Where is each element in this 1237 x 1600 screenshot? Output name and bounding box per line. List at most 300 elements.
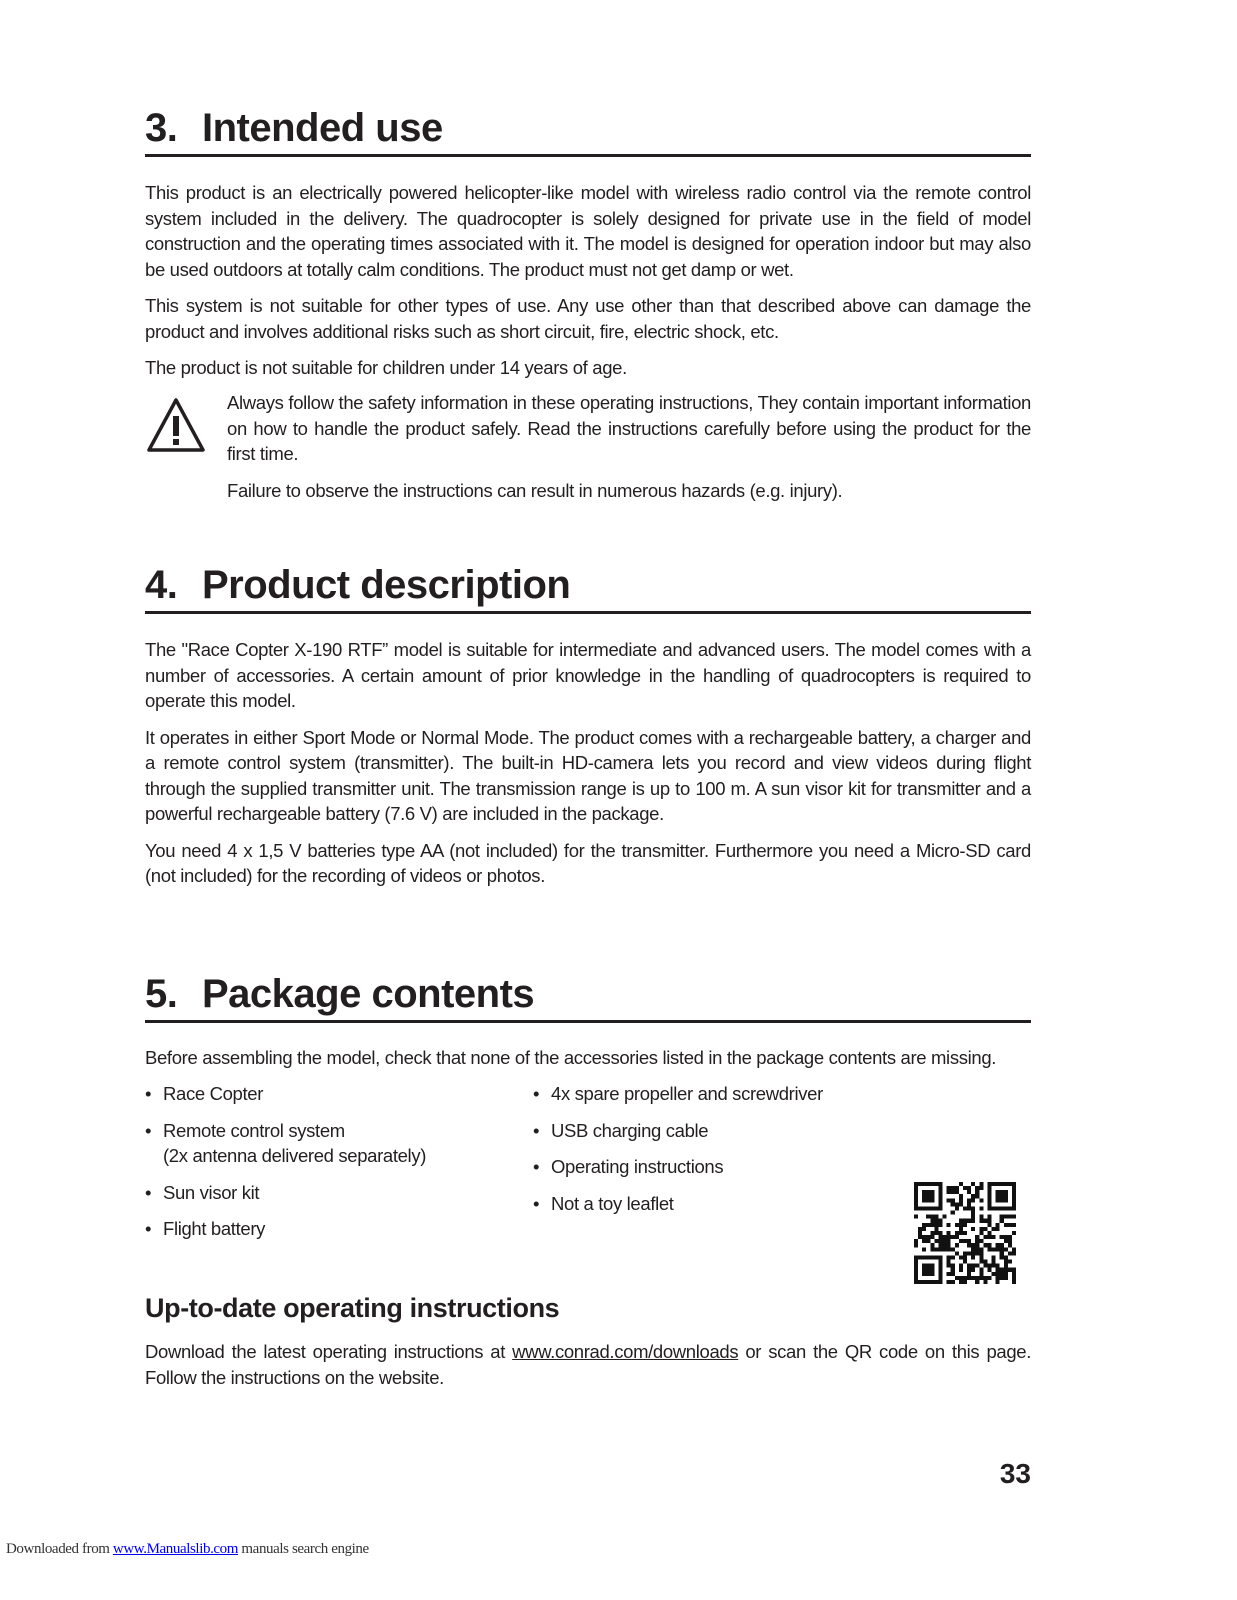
list-item-text: Sun visor kit: [163, 1181, 260, 1203]
qr-module: [934, 1215, 938, 1219]
paragraph: The product is not suitable for children under 14 years of age.: [145, 357, 627, 378]
qr-module: [987, 1247, 991, 1251]
qr-module: [947, 1260, 951, 1264]
qr-module: [930, 1247, 934, 1251]
qr-module: [975, 1251, 979, 1255]
qr-module: [959, 1276, 963, 1280]
qr-module: [938, 1223, 942, 1227]
qr-module: [971, 1268, 975, 1272]
qr-module: [951, 1186, 955, 1190]
list-item: [145, 1118, 515, 1169]
qr-module: [1008, 1182, 1012, 1186]
qr-module: [938, 1280, 942, 1284]
qr-code[interactable]: [914, 1181, 1016, 1285]
qr-module: [967, 1268, 971, 1272]
qr-module: [926, 1280, 930, 1284]
qr-module: [987, 1264, 991, 1268]
qr-module: [971, 1227, 975, 1231]
qr-module: [922, 1272, 926, 1276]
qr-module: [975, 1276, 979, 1280]
qr-module: [938, 1264, 942, 1268]
qr-module: [971, 1255, 975, 1259]
section-title: Product description: [202, 563, 571, 607]
list-item-text: Operating instructions: [551, 1156, 724, 1177]
qr-module: [951, 1264, 955, 1268]
warning-paragraph: Failure to observe the instructions can result in numerous hazards (e.g. injury).: [227, 479, 843, 501]
qr-module: [992, 1182, 996, 1186]
qr-module: [979, 1247, 983, 1251]
list-item-text: Not a toy leaflet: [551, 1192, 674, 1214]
qr-module: [987, 1243, 991, 1247]
qr-module: [1012, 1251, 1016, 1255]
qr-module: [947, 1272, 951, 1276]
qr-module: [975, 1235, 979, 1239]
paragraph: The "Race Copter X-190 RTF” model is suitable for intermediate and advanced users. The model comes with a number of accessories. A certain amount of prior knowledge in the handling of quadrocopters is required to operate this model.: [145, 639, 1031, 711]
section-title: Intended use: [202, 106, 443, 150]
uptodate-text-after: or scan the QR code on this page. Follow the instructions on the website.: [145, 1341, 1031, 1388]
qr-module: [971, 1264, 975, 1268]
qr-module: [918, 1227, 922, 1231]
qr-module: [926, 1255, 930, 1259]
paragraph: This system is not suitable for other types of use. Any use other than that described above can damage the product and involves additional risks such as short circuit, fire, electric shock, etc.: [145, 295, 1031, 342]
qr-module: [930, 1231, 934, 1235]
qr-module: [914, 1198, 918, 1202]
qr-module: [975, 1194, 979, 1198]
product-description-body: [145, 637, 1031, 900]
qr-module: [930, 1272, 934, 1276]
qr-module: [963, 1276, 967, 1280]
qr-module: [963, 1260, 967, 1264]
qr-module: [938, 1243, 942, 1247]
section-heading-intended-use: [145, 104, 1031, 157]
qr-module: [947, 1190, 951, 1194]
qr-module: [987, 1235, 991, 1239]
qr-module: [914, 1264, 918, 1268]
qr-module: [947, 1264, 951, 1268]
qr-module: [922, 1198, 926, 1202]
qr-module: [983, 1276, 987, 1280]
paragraph: Before assembling the model, check that none of the accessories listed in the package contents are missing.: [145, 1047, 997, 1068]
qr-module: [1012, 1190, 1016, 1194]
qr-module: [955, 1243, 959, 1247]
qr-module: [996, 1264, 1000, 1268]
qr-module: [930, 1280, 934, 1284]
qr-module: [1012, 1206, 1016, 1210]
qr-module: [959, 1280, 963, 1284]
qr-module: [967, 1219, 971, 1223]
bullet: •: [145, 1181, 152, 1203]
qr-module: [971, 1276, 975, 1280]
qr-module: [1012, 1223, 1016, 1227]
list-item: [533, 1081, 903, 1107]
qr-module: [1008, 1251, 1012, 1255]
qr-module: [938, 1231, 942, 1235]
qr-module: [971, 1243, 975, 1247]
list-item-text: Remote control system: [163, 1119, 345, 1141]
qr-module: [934, 1231, 938, 1235]
section-number: 3.: [145, 106, 178, 150]
qr-module: [1012, 1182, 1016, 1186]
qr-module: [959, 1182, 963, 1186]
qr-module: [1012, 1272, 1016, 1276]
qr-module: [918, 1231, 922, 1235]
qr-module: [934, 1223, 938, 1227]
qr-module: [938, 1239, 942, 1243]
qr-module: [959, 1194, 963, 1198]
qr-module: [967, 1202, 971, 1206]
qr-module: [971, 1198, 975, 1202]
qr-module: [959, 1227, 963, 1231]
qr-module: [934, 1280, 938, 1284]
qr-module: [947, 1255, 951, 1259]
qr-module: [979, 1206, 983, 1210]
bullet: •: [533, 1119, 540, 1141]
qr-module: [922, 1190, 926, 1194]
qr-module: [959, 1223, 963, 1227]
qr-module: [1004, 1260, 1008, 1264]
qr-module: [922, 1255, 926, 1259]
uptodate-body: [145, 1339, 1031, 1401]
qr-module: [955, 1235, 959, 1239]
qr-module: [987, 1206, 991, 1210]
qr-module: [996, 1190, 1000, 1194]
qr-module: [1008, 1239, 1012, 1243]
qr-module: [971, 1211, 975, 1215]
qr-module: [983, 1243, 987, 1247]
downloads-link[interactable]: www.conrad.com/downloads: [512, 1341, 739, 1362]
qr-module: [1004, 1223, 1008, 1227]
qr-module: [930, 1235, 934, 1239]
qr-module: [918, 1206, 922, 1210]
qr-module: [971, 1247, 975, 1251]
qr-module: [922, 1235, 926, 1239]
qr-module: [926, 1268, 930, 1272]
qr-module: [1004, 1206, 1008, 1210]
qr-module: [996, 1280, 1000, 1284]
qr-module: [934, 1206, 938, 1210]
qr-module: [934, 1227, 938, 1231]
qr-module: [922, 1227, 926, 1231]
qr-module: [938, 1268, 942, 1272]
qr-module: [959, 1231, 963, 1235]
qr-module: [1008, 1235, 1012, 1239]
qr-module: [996, 1247, 1000, 1251]
qr-module: [922, 1280, 926, 1284]
qr-module: [979, 1215, 983, 1219]
qr-module: [938, 1194, 942, 1198]
qr-module: [951, 1255, 955, 1259]
qr-module: [934, 1247, 938, 1251]
qr-module: [922, 1206, 926, 1210]
qr-module: [934, 1182, 938, 1186]
qr-module: [1008, 1243, 1012, 1247]
qr-module: [963, 1186, 967, 1190]
qr-module: [959, 1202, 963, 1206]
manualslib-link[interactable]: www.Manualslib.com: [112, 1541, 239, 1557]
qr-module: [947, 1235, 951, 1239]
qr-module: [930, 1206, 934, 1210]
qr-module: [922, 1247, 926, 1251]
qr-module: [926, 1194, 930, 1198]
qr-module: [947, 1223, 951, 1227]
qr-module: [930, 1268, 934, 1272]
qr-module: [967, 1198, 971, 1202]
qr-module: [918, 1280, 922, 1284]
qr-module: [992, 1247, 996, 1251]
qr-module: [979, 1260, 983, 1264]
qr-module: [971, 1215, 975, 1219]
section-number: 4.: [145, 563, 178, 607]
bullet: •: [145, 1218, 152, 1239]
qr-module: [983, 1280, 987, 1284]
uptodate-text-before: Download the latest operating instructions at: [145, 1341, 513, 1362]
qr-module: [914, 1186, 918, 1190]
qr-module: [930, 1243, 934, 1247]
qr-module: [983, 1219, 987, 1223]
qr-module: [943, 1235, 947, 1239]
qr-module: [934, 1255, 938, 1259]
qr-module: [979, 1239, 983, 1243]
qr-module: [987, 1215, 991, 1219]
qr-module: [979, 1198, 983, 1202]
qr-module: [947, 1247, 951, 1251]
qr-module: [987, 1186, 991, 1190]
qr-module: [955, 1206, 959, 1210]
qr-module: [1000, 1182, 1004, 1186]
qr-module: [967, 1239, 971, 1243]
qr-module: [996, 1198, 1000, 1202]
paragraph: [145, 1339, 1031, 1390]
qr-module: [914, 1206, 918, 1210]
qr-module: [926, 1223, 930, 1227]
qr-module: [1008, 1223, 1012, 1227]
qr-module: [979, 1268, 983, 1272]
qr-module: [943, 1247, 947, 1251]
qr-module: [926, 1235, 930, 1239]
qr-module: [947, 1231, 951, 1235]
qr-module: [955, 1186, 959, 1190]
list-item: [145, 1216, 515, 1242]
qr-module: [930, 1264, 934, 1268]
qr-module: [1000, 1272, 1004, 1276]
qr-module: [967, 1264, 971, 1268]
qr-module: [951, 1190, 955, 1194]
qr-module: [1004, 1182, 1008, 1186]
qr-module: [963, 1206, 967, 1210]
paragraph: This product is an electrically powered helicopter-like model with wireless radio control via the remote control system included in the delivery. The quadrocopter is solely designed for private use in the field of model construction and the operating times associated with it. The model is designed for operation indoor but may also be used outdoors at totally calm conditions. The product must not get damp or wet.: [145, 182, 1031, 280]
package-list-right: [533, 1081, 903, 1227]
qr-module: [938, 1206, 942, 1210]
list-item-text: Race Copter: [163, 1083, 264, 1104]
qr-module: [1012, 1247, 1016, 1251]
qr-module: [951, 1198, 955, 1202]
package-contents-intro: [145, 1045, 1031, 1082]
qr-module: [914, 1255, 918, 1259]
list-item: [145, 1081, 515, 1107]
qr-module: [1004, 1198, 1008, 1202]
qr-module: [1012, 1215, 1016, 1219]
qr-module: [926, 1190, 930, 1194]
qr-module: [914, 1215, 918, 1219]
qr-module: [992, 1272, 996, 1276]
qr-module: [975, 1243, 979, 1247]
qr-module: [979, 1255, 983, 1259]
qr-module: [1012, 1186, 1016, 1190]
qr-module: [1000, 1276, 1004, 1280]
warning-paragraph: Always follow the safety information in these operating instructions, They contain important information on how to handle the product safely. Read the instructions carefully before using the product for the first time.: [227, 392, 1031, 464]
qr-module: [914, 1243, 918, 1247]
qr-module: [955, 1223, 959, 1227]
qr-module: [926, 1264, 930, 1268]
qr-module: [992, 1227, 996, 1231]
list-item: [533, 1118, 903, 1144]
qr-module: [938, 1182, 942, 1186]
list-item-note: (2x antenna delivered separately): [163, 1145, 427, 1166]
qr-module: [947, 1280, 951, 1284]
qr-module: [963, 1239, 967, 1243]
qr-module: [971, 1206, 975, 1210]
qr-module: [943, 1239, 947, 1243]
qr-module: [1012, 1276, 1016, 1280]
qr-module: [979, 1227, 983, 1231]
qr-module: [947, 1198, 951, 1202]
qr-module: [922, 1182, 926, 1186]
qr-module: [963, 1223, 967, 1227]
qr-module: [943, 1215, 947, 1219]
qr-module: [947, 1243, 951, 1247]
warning-triangle-icon: [145, 396, 207, 454]
qr-module: [959, 1264, 963, 1268]
qr-module: [926, 1239, 930, 1243]
qr-module: [967, 1276, 971, 1280]
qr-module: [987, 1194, 991, 1198]
qr-module: [1012, 1280, 1016, 1284]
package-list-left: [145, 1081, 515, 1253]
qr-module: [967, 1272, 971, 1276]
qr-module: [959, 1198, 963, 1202]
qr-module: [926, 1182, 930, 1186]
qr-module: [938, 1235, 942, 1239]
qr-module: [983, 1260, 987, 1264]
qr-module: [963, 1255, 967, 1259]
qr-module: [914, 1194, 918, 1198]
bullet: •: [145, 1083, 152, 1104]
qr-module: [930, 1223, 934, 1227]
qr-module: [951, 1235, 955, 1239]
qr-module: [1004, 1194, 1008, 1198]
qr-module: [987, 1202, 991, 1206]
paragraph: You need 4 x 1,5 V batteries type AA (not included) for the transmitter. Furthermore you need a Micro-SD card (not included) for the recording of videos or photos.: [145, 839, 1031, 886]
qr-module: [992, 1206, 996, 1210]
page-number: 33: [999, 1458, 1031, 1489]
qr-module: [1004, 1255, 1008, 1259]
qr-module: [996, 1206, 1000, 1210]
qr-module: [1012, 1202, 1016, 1206]
qr-module: [951, 1247, 955, 1251]
qr-module: [1000, 1190, 1004, 1194]
footer-prefix: Downloaded from: [6, 1541, 113, 1557]
qr-module: [996, 1223, 1000, 1227]
qr-module: [1004, 1276, 1008, 1280]
qr-module: [975, 1264, 979, 1268]
qr-module: [996, 1227, 1000, 1231]
qr-module: [987, 1276, 991, 1280]
bullet: •: [145, 1119, 152, 1141]
qr-module: [914, 1260, 918, 1264]
qr-module: [938, 1186, 942, 1190]
qr-module: [922, 1194, 926, 1198]
qr-module: [963, 1219, 967, 1223]
qr-module: [979, 1251, 983, 1255]
qr-module: [914, 1268, 918, 1272]
qr-module: [934, 1219, 938, 1223]
list-item: [533, 1191, 903, 1217]
qr-module: [1012, 1198, 1016, 1202]
qr-module: [1008, 1260, 1012, 1264]
qr-module: [996, 1268, 1000, 1272]
qr-module: [955, 1202, 959, 1206]
bullet: •: [533, 1083, 540, 1104]
qr-module: [1000, 1215, 1004, 1219]
section-number: 5.: [145, 972, 178, 1016]
qr-module: [1004, 1235, 1008, 1239]
qr-module: [1008, 1206, 1012, 1210]
qr-module: [979, 1186, 983, 1190]
qr-module: [975, 1186, 979, 1190]
qr-module: [955, 1190, 959, 1194]
qr-module: [947, 1186, 951, 1190]
qr-module: [926, 1206, 930, 1210]
qr-module: [967, 1206, 971, 1210]
qr-module: [1000, 1194, 1004, 1198]
qr-module: [1004, 1215, 1008, 1219]
intended-use-body: [145, 180, 1031, 392]
qr-module: [971, 1219, 975, 1223]
qr-module: [1000, 1251, 1004, 1255]
qr-module: [926, 1215, 930, 1219]
qr-module: [926, 1272, 930, 1276]
qr-module: [943, 1243, 947, 1247]
qr-module: [930, 1182, 934, 1186]
qr-module: [938, 1260, 942, 1264]
qr-module: [914, 1272, 918, 1276]
qr-module: [930, 1198, 934, 1202]
qr-module: [979, 1276, 983, 1280]
list-item-text: 4x spare propeller and screwdriver: [551, 1083, 823, 1104]
qr-module: [979, 1272, 983, 1276]
qr-module: [992, 1235, 996, 1239]
qr-module: [914, 1276, 918, 1280]
qr-module: [959, 1268, 963, 1272]
qr-module: [979, 1231, 983, 1235]
qr-module: [922, 1264, 926, 1268]
qr-module: [1012, 1268, 1016, 1272]
qr-module: [963, 1231, 967, 1235]
qr-module: [930, 1215, 934, 1219]
qr-module: [955, 1251, 959, 1255]
qr-module: [951, 1280, 955, 1284]
qr-module: [1008, 1268, 1012, 1272]
qr-module: [922, 1223, 926, 1227]
qr-module: [918, 1255, 922, 1259]
list-item-text: Flight battery: [163, 1218, 266, 1239]
qr-module: [1004, 1268, 1008, 1272]
qr-module: [1004, 1272, 1008, 1276]
qr-module: [959, 1255, 963, 1259]
qr-module: [914, 1190, 918, 1194]
qr-module: [938, 1272, 942, 1276]
qr-module: [938, 1198, 942, 1202]
